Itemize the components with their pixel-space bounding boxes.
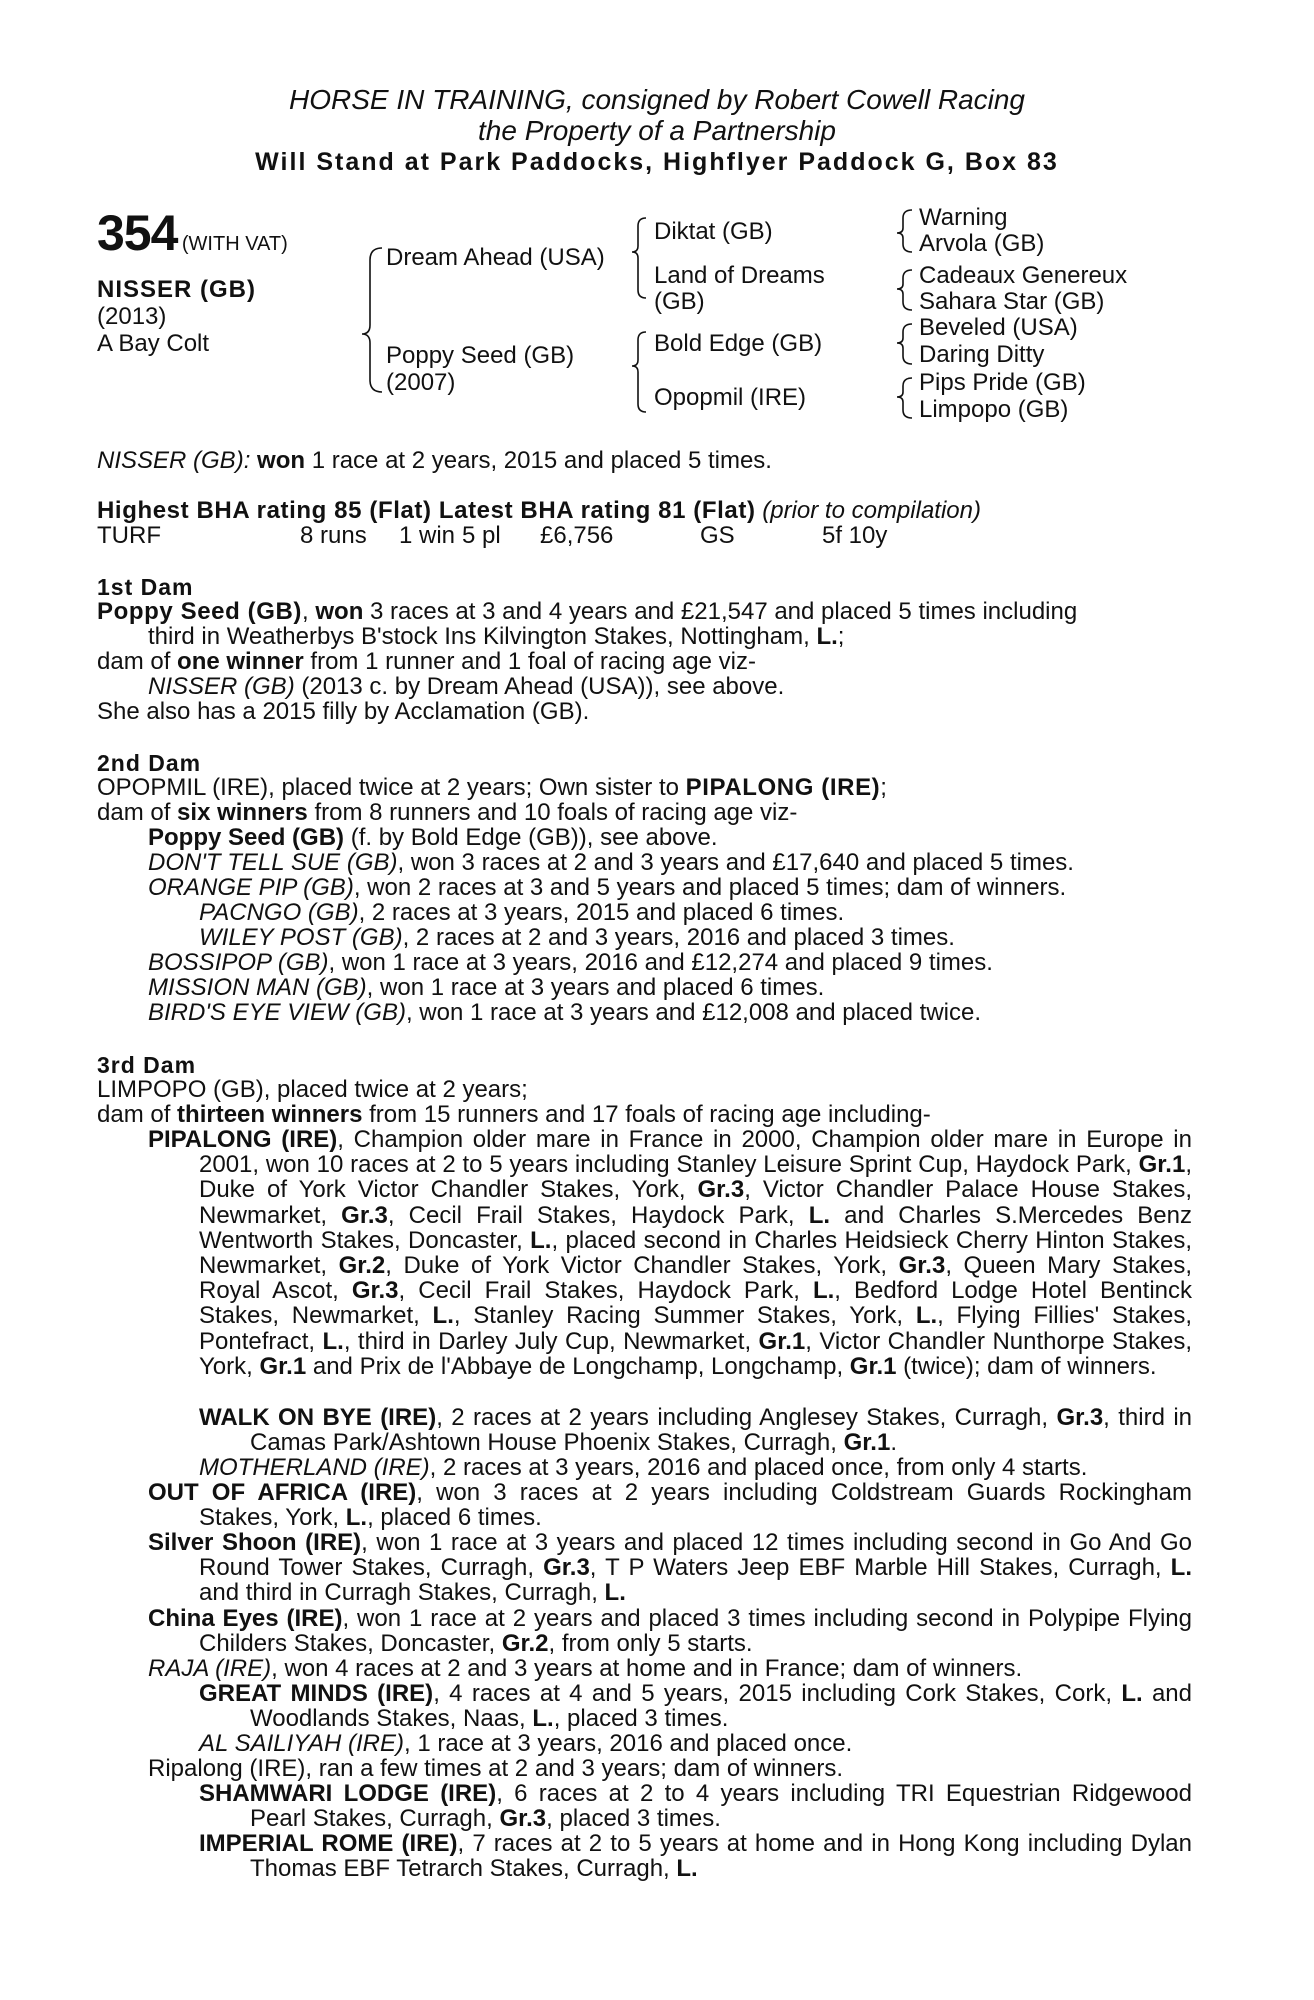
horse-description: A Bay Colt	[97, 330, 210, 357]
text-run: and Woodlands Stakes, Naas,	[250, 1680, 1193, 1733]
second-dam-line1: OPOPMIL (IRE), placed twice at 2 years; Own sister to PIPALONG (IRE);	[97, 774, 887, 801]
pedigree-g3-1: Warning	[919, 204, 1008, 231]
text-run: Gr.3	[543, 1554, 590, 1582]
first-dam-line5: She also has a 2015 filly by Acclamation (GB).	[97, 698, 590, 725]
text-run: Gr.3	[1056, 1404, 1104, 1431]
text-run: , Duke of York Victor Chandler Stakes, York,	[199, 1151, 1192, 1204]
first-dam-line2: third in Weatherbys B'stock Ins Kilvington Stakes, Nottingham, L.;	[148, 623, 845, 650]
third-dam-entry-raja	[148, 1656, 1192, 1681]
text-run: China Eyes (IRE)	[148, 1605, 343, 1632]
pedigree-g3-4: Sahara Star (GB)	[919, 288, 1105, 315]
third-dam-entry-walk-on-bye	[199, 1405, 1192, 1455]
text-run: OUT OF AFRICA (IRE)	[148, 1479, 417, 1506]
second-dam-line4: DON'T TELL SUE (GB), won 3 races at 2 and 3 years and £17,640 and placed 5 times.	[148, 849, 1074, 876]
vat-note: (WITH VAT)	[181, 233, 288, 255]
pedigree-sire-dam-country: (GB)	[654, 288, 705, 315]
pedigree-g3-2: Arvola (GB)	[919, 230, 1045, 257]
text-run: L.	[530, 1226, 552, 1254]
text-run: , won 4 races at 2 and 3 years at home and in France; dam of winners.	[271, 1655, 1023, 1682]
consignor-line: HORSE IN TRAINING, consigned by Robert Cowell Racing	[288, 84, 1026, 115]
pedigree-dam: Poppy Seed (GB)	[386, 342, 575, 369]
text-run: L.	[676, 1855, 698, 1883]
text-run: Gr.3	[898, 1252, 946, 1280]
text-run: , Victor Chandler Nunthorpe Stakes, York,	[199, 1327, 1192, 1380]
first-dam-line3: dam of one winner from 1 runner and 1 foal of racing age viz-	[97, 648, 756, 675]
text-run: L.	[432, 1302, 454, 1330]
turf-wins: 1 win	[399, 522, 456, 549]
property-line: the Property of a Partnership	[478, 115, 836, 146]
text-run: , won 1 race at 3 years and placed 12 times including second in Go And Go Round Tower Stakes, Curragh,	[199, 1529, 1193, 1582]
location-line: Will Stand at Park Paddocks, Highflyer Paddock G, Box 83	[255, 148, 1059, 176]
second-dam-heading: 2nd Dam	[97, 750, 202, 776]
text-run: Gr.2	[501, 1630, 549, 1658]
text-run: , placed 6 times.	[367, 1504, 542, 1532]
text-run: , Cecil Frail Stakes, Haydock Park,	[398, 1277, 813, 1305]
text-run: .	[890, 1429, 897, 1457]
first-dam-line4: NISSER (GB) (2013 c. by Dream Ahead (USA)), see above.	[148, 673, 785, 700]
turf-going: GS	[700, 522, 735, 549]
third-dam-entry-motherland	[199, 1455, 1192, 1480]
text-run: , 2 races at 2 years including Anglesey Stakes, Curragh,	[436, 1404, 1057, 1431]
text-run: , won 3 races at 2 years including Coldstream Guards Rockingham Stakes, York,	[199, 1479, 1193, 1532]
second-dam-line6: PACNGO (GB), 2 races at 3 years, 2015 and placed 6 times.	[199, 899, 845, 926]
first-dam-line1: Poppy Seed (GB), won 3 races at 3 and 4 years and £21,547 and placed 5 times including	[97, 598, 1078, 625]
pedigree-sire: Dream Ahead (USA)	[386, 244, 605, 271]
pedigree-sire-dam: Land of Dreams	[654, 262, 825, 289]
text-run: L.	[812, 1277, 835, 1305]
text-run: RAJA (IRE)	[148, 1655, 272, 1682]
third-dam-entry-silver-shoon	[148, 1530, 1192, 1606]
text-run: , Victor Chandler Palace House Stakes, Newmarket,	[199, 1176, 1192, 1229]
text-run: , third in Darley July Cup, Newmarket,	[343, 1327, 759, 1355]
third-dam-entry-great-minds	[199, 1681, 1192, 1731]
text-run: , Cecil Frail Stakes, Haydock Park,	[387, 1201, 809, 1229]
third-dam-entry-pipalong	[148, 1127, 1192, 1379]
text-run: AL SAILIYAH (IRE)	[199, 1730, 404, 1757]
text-run: , 2 races at 3 years, 2016 and placed once, from only 4 starts.	[429, 1454, 1088, 1481]
second-dam-line10: BIRD'S EYE VIEW (GB), won 1 race at 3 years and £12,008 and placed twice.	[148, 999, 981, 1026]
second-dam-line5: ORANGE PIP (GB), won 2 races at 3 and 5 years and placed 5 times; dam of winners.	[148, 874, 1067, 901]
text-run: and Prix de l'Abbaye de Longchamp, Longchamp,	[306, 1352, 850, 1380]
turf-prize: £6,756	[540, 522, 614, 549]
horse-name: NISSER (GB)	[97, 276, 257, 303]
text-run: Gr.1	[758, 1327, 806, 1355]
pedigree-g3-5: Beveled (USA)	[919, 314, 1078, 341]
third-dam-entry-china-eyes	[148, 1606, 1192, 1656]
third-dam-heading: 3rd Dam	[97, 1052, 197, 1078]
pedigree-g3-3: Cadeaux Genereux	[919, 262, 1128, 289]
text-run: L.	[1121, 1680, 1143, 1707]
text-run: , Bedford Lodge Hotel Bentinck Stakes, Newmarket,	[199, 1277, 1193, 1330]
pedigree-dam-dam: Opopmil (IRE)	[654, 384, 807, 411]
text-run: , T P Waters Jeep EBF Marble Hill Stakes, Curragh,	[589, 1554, 1171, 1582]
text-run: L.	[532, 1705, 554, 1733]
text-run: L.	[345, 1504, 368, 1532]
pedigree-sire-sire: Diktat (GB)	[654, 218, 773, 245]
text-run: , 6 races at 2 to 4 years including TRI Equestrian Ridgewood Pearl Stakes, Curragh,	[250, 1780, 1192, 1833]
text-run: , Stanley Racing Summer Stakes, York,	[453, 1302, 916, 1330]
text-run: Gr.3	[499, 1805, 547, 1833]
text-run: , Queen Mary Stakes, Royal Ascot,	[199, 1252, 1193, 1305]
pedigree-g3-6: Daring Ditty	[919, 341, 1045, 368]
third-dam-entry-al-sailiyah	[199, 1731, 1192, 1756]
text-run: , third in Camas Park/Ashtown House Phoenix Stakes, Curragh,	[250, 1404, 1192, 1457]
turf-placed: 5 pl	[462, 522, 501, 549]
pedigree-g3-8: Limpopo (GB)	[919, 396, 1069, 423]
text-run: Gr.2	[338, 1252, 386, 1280]
third-dam-line1: LIMPOPO (GB), placed twice at 2 years;	[97, 1076, 528, 1103]
turf-runs: 8 runs	[300, 522, 367, 549]
text-run: , won 1 race at 2 years and placed 3 times including second in Polypipe Flying Childers Stakes, Doncaster,	[199, 1605, 1193, 1658]
text-run: , Champion older mare in France in 2000, Champion older mare in Europe in 2001, won 10 races at 2 to 5 years including Stanley Leisure Sprint Cup, Haydock Park,	[199, 1126, 1192, 1179]
text-run: Gr.3	[351, 1277, 399, 1305]
text-run: L.	[322, 1327, 344, 1355]
text-run: IMPERIAL ROME (IRE)	[199, 1830, 458, 1857]
text-run: GREAT MINDS (IRE)	[199, 1680, 434, 1707]
race-summary: NISSER (GB): won 1 race at 2 years, 2015 and placed 5 times.	[97, 447, 772, 474]
pedigree-g3-7: Pips Pride (GB)	[919, 369, 1086, 396]
turf-label: TURF	[97, 522, 161, 549]
first-dam-heading: 1st Dam	[97, 574, 194, 600]
text-run: L.	[915, 1302, 938, 1330]
second-dam-line8: BOSSIPOP (GB), won 1 race at 3 years, 2016 and £12,274 and placed 9 times.	[148, 949, 993, 976]
text-run: L.	[1170, 1554, 1192, 1582]
turf-distance: 5f 10y	[822, 522, 888, 549]
second-dam-line9: MISSION MAN (GB), won 1 race at 3 years and placed 6 times.	[148, 974, 825, 1001]
text-run: , 1 race at 3 years, 2016 and placed once.	[403, 1730, 853, 1757]
third-dam-entry-ripalong	[148, 1756, 1192, 1781]
text-run: SHAMWARI LODGE (IRE)	[199, 1780, 497, 1807]
second-dam-line3: Poppy Seed (GB) (f. by Bold Edge (GB)), see above.	[148, 824, 718, 851]
third-dam-entry-shamwari-lodge	[199, 1781, 1192, 1831]
text-run: Gr.1	[1138, 1151, 1186, 1179]
text-run: L.	[808, 1201, 831, 1229]
text-run: Gr.1	[849, 1352, 897, 1380]
pedigree-dam-sire: Bold Edge (GB)	[654, 330, 823, 357]
third-dam-entry-out-of-africa	[148, 1480, 1192, 1530]
text-run: , from only 5 starts.	[548, 1630, 753, 1658]
text-run: , placed second in Charles Heidsieck Cherry Hinton Stakes, Newmarket,	[199, 1226, 1193, 1280]
text-run: Silver Shoon (IRE)	[148, 1529, 362, 1556]
text-run: , Flying Fillies' Stakes, Pontefract,	[199, 1302, 1193, 1355]
text-run: , placed 3 times.	[546, 1805, 721, 1833]
text-run: , Duke of York Victor Chandler Stakes, York,	[385, 1252, 899, 1280]
text-run: , 4 races at 4 and 5 years, 2015 including Cork Stakes, Cork,	[433, 1680, 1122, 1707]
text-run: , 7 races at 2 to 5 years at home and in Hong Kong including Dylan Thomas EBF Tetrarch Stakes, Curragh,	[250, 1830, 1193, 1883]
text-run: Gr.1	[259, 1352, 307, 1380]
pedigree-dam-year: (2007)	[386, 369, 456, 396]
text-run: Gr.3	[697, 1176, 745, 1204]
text-run: WALK ON BYE (IRE)	[199, 1404, 437, 1431]
text-run: Ripalong (IRE), ran a few times at 2 and 3 years; dam of winners.	[148, 1755, 843, 1782]
text-run: , placed 3 times.	[553, 1705, 729, 1733]
text-run: (twice); dam of winners.	[896, 1352, 1157, 1380]
text-run: PIPALONG (IRE)	[148, 1126, 338, 1153]
bha-ratings: Highest BHA rating 85 (Flat) Latest BHA rating 81 (Flat) (prior to compilation)	[97, 497, 981, 524]
foaling-year: (2013)	[97, 303, 167, 330]
text-run: and third in Curragh Stakes, Curragh,	[199, 1579, 605, 1607]
text-run: L.	[604, 1579, 626, 1607]
lot-number: 354	[97, 205, 178, 261]
text-run: Gr.3	[341, 1201, 388, 1229]
text-run: Gr.1	[843, 1429, 891, 1457]
second-dam-line7: WILEY POST (GB), 2 races at 2 and 3 years, 2016 and placed 3 times.	[199, 924, 955, 951]
text-run: MOTHERLAND (IRE)	[199, 1454, 430, 1481]
third-dam-entry-imperial-rome	[199, 1831, 1192, 1881]
third-dam-line2: dam of thirteen winners from 15 runners and 17 foals of racing age including-	[97, 1101, 931, 1128]
text-run: and Charles S.Mercedes Benz Wentworth Stakes, Doncaster,	[199, 1201, 1192, 1254]
second-dam-line2: dam of six winners from 8 runners and 10 foals of racing age viz-	[97, 799, 798, 826]
